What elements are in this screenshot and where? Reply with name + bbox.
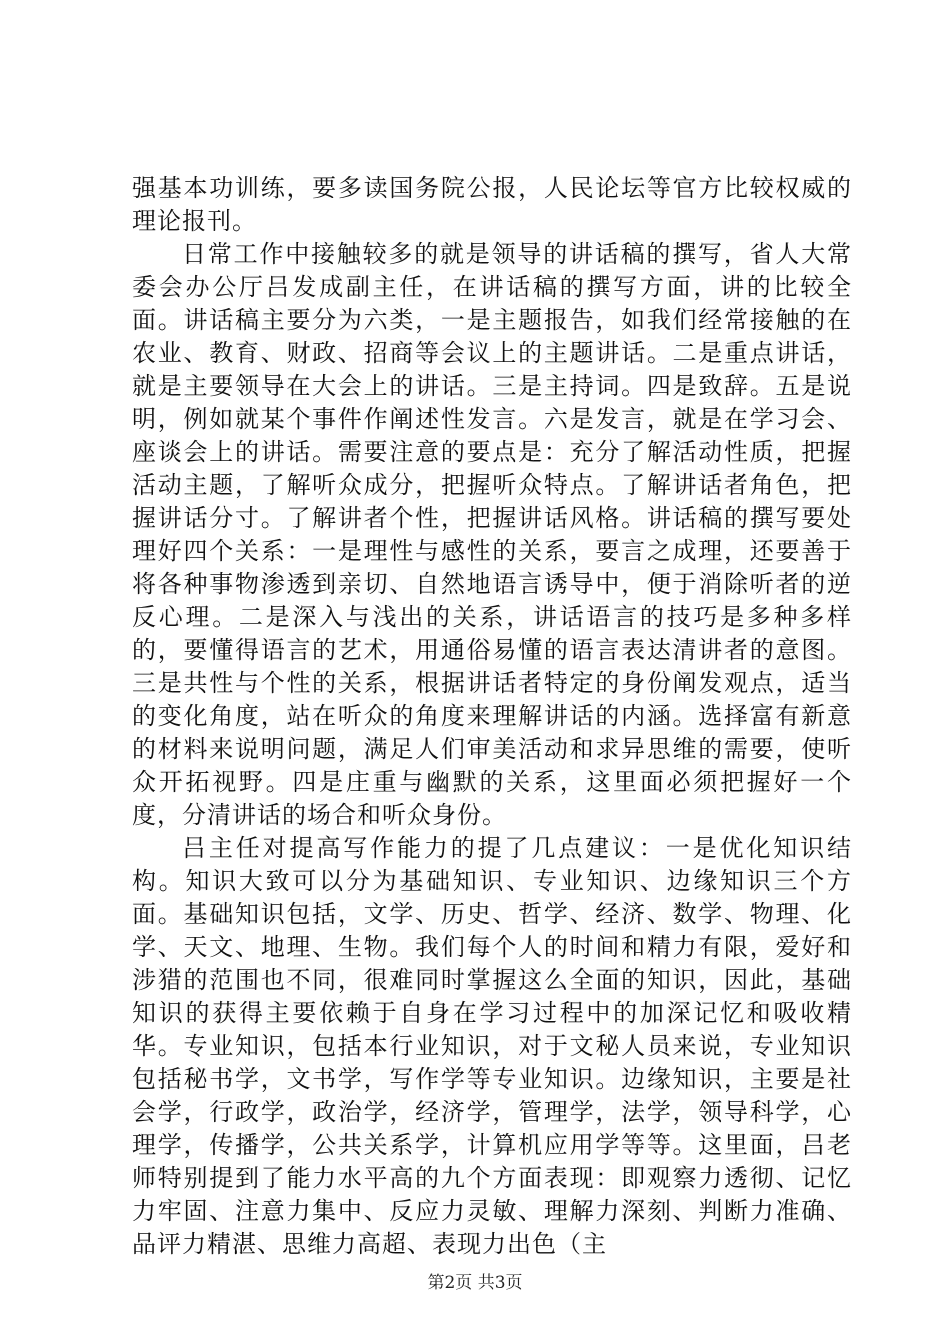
paragraph-2: 日常工作中接触较多的就是领导的讲话稿的撰写，省人大常委会办公厅吕发成副主任，在讲话稿的撰写方面，讲的比较全面。讲话稿主要分为六类，一是主题报告，如我们经常接触的在农业、教育、财政、招商等会议上的主题讲话。二是重点讲话，就是主要领导在大会上的讲话。三是主持词。四是致辞。五是说明，例如就某个事件作阐述性发言。六是发言，就是在学习会、座谈会上的讲话。需要注意的要点是：充分了解活动性质，把握活动主题，了解听众成分，把握听众特点。了解讲话者角色，把握讲话分寸。了解讲者个性，把握讲话风格。讲话稿的撰写要处理好四个关系：一是理性与感性的关系，要言之成理，还要善于将各种事物渗透到亲切、自然地语言诱导中，便于消除听者的逆反心理。二是深入与浅出的关系，讲话语言的技巧是多种多样的，要懂得语言的艺术，用通俗易懂的语言表达清讲者的意图。三是共性与个性的关系，根据讲话者特定的身份阐发观点，适当的变化角度，站在听众的角度来理解讲话的内涵。选择富有新意的材料来说明问题，满足人们审美活动和求异思维的需要，使听众开拓视野。四是庄重与幽默的关系，这里面必须把握好一个度，分清讲话的场合和听众身份。 — [132, 240, 852, 829]
paragraph-1: 强基本功训练，要多读国务院公报，人民论坛等官方比较权威的理论报刊。 — [132, 174, 852, 235]
paragraph-3: 吕主任对提高写作能力的提了几点建议：一是优化知识结构。知识大致可以分为基础知识、专业知识、边缘知识三个方面。基础知识包括，文学、历史、哲学、经济、数学、物理、化学、天文、地理、生物。我们每个人的时间和精力有限，爱好和涉猎的范围也不同，很难同时掌握这么全面的知识，因此，基础知识的获得主要依赖于自身在学习过程中的加深记忆和吸收精华。专业知识，包括本行业知识，对于文秘人员来说，专业知识包括秘书学，文书学，写作学等专业知识。边缘知识，主要是社会学，行政学，政治学，经济学，管理学，法学，领导科学，心理学，传播学，公共关系学，计算机应用学等等。这里面，吕老师特别提到了能力水平高的九个方面表现：即观察力透彻、记忆力牢固、注意力集中、反应力灵敏、理解力深刻、判断力准确、品评力精湛、思维力高超、表现力出色（主 — [132, 834, 852, 1258]
page-footer: 第2页 共3页 — [427, 1273, 523, 1293]
document-body — [132, 172, 852, 1261]
